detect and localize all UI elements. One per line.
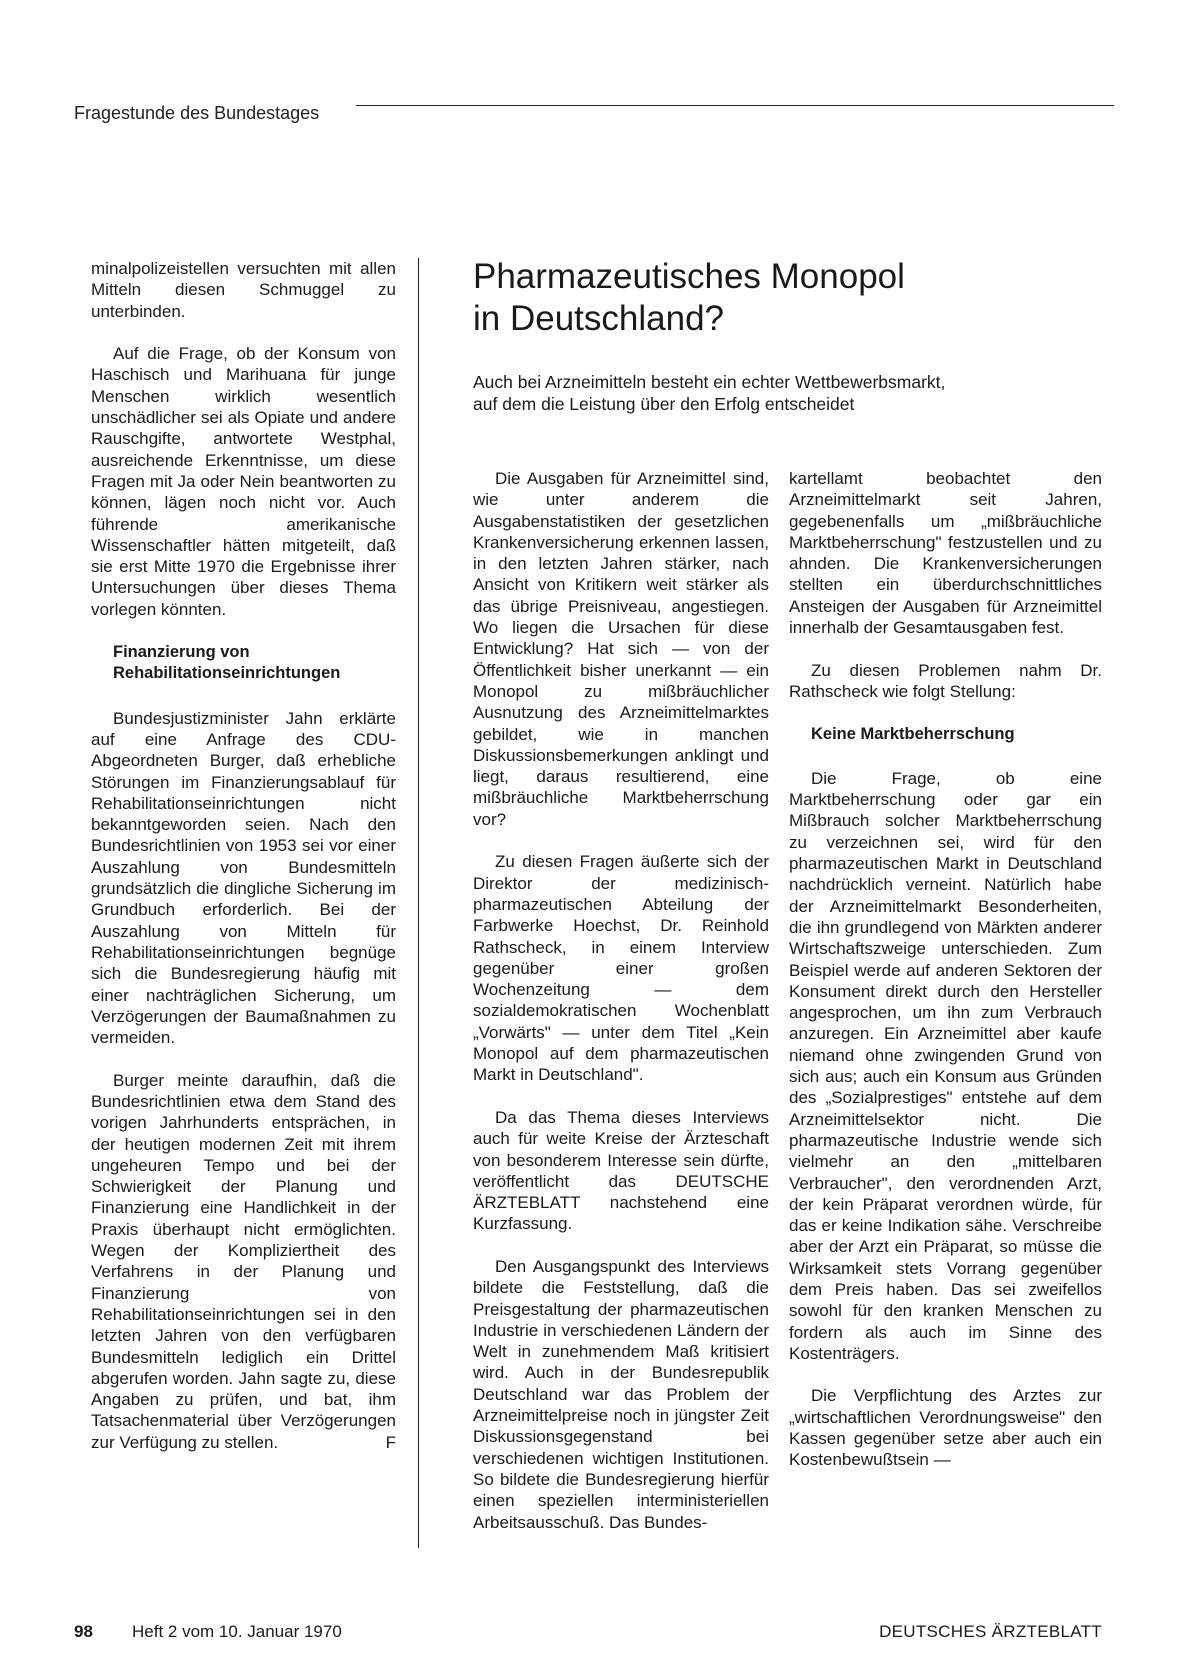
page-number: 98 xyxy=(74,1622,93,1641)
paragraph: Bundesjustizminister Jahn erklärte auf eine Anfrage des CDU-Abgeordneten Burger, daß erhebliche Störungen im Finanzierungsablauf für Rehabilitationseinrichtungen nicht bekanntgeworden seien. Nach den Bundesrichtlinien von 1953 sei vor einer Auszahlung von Bundesmitteln grundsätzlich die dingliche Sicherung im Grundbuch erforderlich. Bei der Auszahlung von Mitteln für Rehabilitationseinrichtungen begnüge sich die Bundesregierung häufig mit einer nachträglichen Sicherung, um Verzögerungen der Baumaßnahmen zu vermeiden. xyxy=(91,708,396,1048)
paragraph-with-signature xyxy=(91,1070,396,1453)
left-column xyxy=(91,258,396,1474)
subheading-line: Rehabilitationseinrichtungen xyxy=(113,664,341,683)
paragraph: Den Ausgangspunkt des Interviews bildete die Feststellung, daß die Preisgestaltung der pharmazeutischen Industrie in verschiedenen Ländern der Welt in zunehmendem Maß kritisiert wird. Auch in der Bundesrepublik Deutschland war das Problem der Arzneimittelpreise noch in jüngster Zeit Diskussionsgegenstand bei verschiedenen wichtigen Institutionen. So bildete die Bundesregierung hierfür einen speziellen interministeriellen Arbeitsausschuß. Das Bundes- xyxy=(473,1256,769,1532)
paragraph: Die Ausgaben für Arzneimittel sind, wie unter anderem die Ausgabenstatistiken der gesetzlichen Krankenversicherung erkennen lassen, in den letzten Jahren stärker, nach Ansicht von Kritikern weit stärker als das übrige Preisniveau, angestiegen. Wo liegen die Ursachen für diese Entwicklung? Hat sich — von der Öffentlichkeit bisher unerkannt — ein Monopol zu mißbräuchlicher Ausnutzung des Arzneimittelmarktes gebildet, wie in manchen Diskussionsbemerkungen anklingt und liegt, daraus resultierend, eine mißbräuchliche Marktbeherrschung vor? xyxy=(473,469,769,829)
subtitle-line: Auch bei Arzneimitteln besteht ein echter Wettbewerbsmarkt, xyxy=(473,372,946,392)
paragraph: Die Verpflichtung des Arztes zur „wirtschaftlichen Verordnungsweise" den Kassen gegenüber setze aber auch ein Kostenbewußtsein — xyxy=(789,1386,1102,1470)
paragraph: Zu diesen Fragen äußerte sich der Direktor der medizinisch-pharmazeutischen Abteilung der Farbwerke Hoechst, Dr. Reinhold Rathscheck, in einem Interview gegenüber einer großen Wochenzeitung — dem sozialdemokratischen Wochenblatt „Vorwärts" — unter dem Titel „Kein Monopol auf dem pharmazeutischen Markt in Deutschland". xyxy=(473,852,769,1085)
subheading-market: Keine Marktbeherrschung xyxy=(811,724,1015,743)
section-label: Fragestunde des Bundestages xyxy=(74,103,320,123)
subheading-financing xyxy=(113,642,396,685)
column-divider xyxy=(418,258,419,1548)
paragraph: Zu diesen Problemen nahm Dr. Rathscheck wie folgt Stellung: xyxy=(789,660,1102,701)
author-signature: F xyxy=(385,1432,396,1452)
title-line: Pharmazeutisches Monopol xyxy=(473,257,905,296)
subtitle-line: auf dem die Leistung über den Erfolg entscheidet xyxy=(473,393,855,414)
article-subtitle xyxy=(473,372,1113,415)
running-header xyxy=(74,101,1114,125)
middle-column xyxy=(473,468,769,1554)
paragraph: minalpolizeistellen versuchten mit allen Mitteln diesen Schmuggel zu unterbinden. xyxy=(91,259,396,321)
paragraph-text: Burger meinte daraufhin, daß die Bundesrichtlinien etwa dem Stand des vorigen Jahrhunderts entsprächen, in der heutigen modernen Zeit mit ihrem ungeheuren Tempo und bei der Schwierigkeit der Planung und Finanzierung eine Handlichkeit in der Praxis überhaupt nicht ermöglichten. Wegen der Kompliziertheit des Verfahrens in der Planung und Finanzierung von Rehabilitationseinrichtungen sei in den letzten Jahren von den verfügbaren Bundesmitteln lediglich ein Drittel abgerufen worden. Jahn sagte zu, diese Angaben zu prüfen, und bat, ihm Tatsachenmaterial über Verzögerungen zur Verfügung zu stellen. xyxy=(91,1070,396,1452)
issue-info: Heft 2 vom 10. Januar 1970 xyxy=(132,1622,342,1641)
right-column xyxy=(789,468,1102,1492)
paragraph: kartellamt beobachtet den Arzneimittelmarkt seit Jahren, gegebenenfalls um „mißbräuchliche Marktbeherrschung" festzustellen und zu ahnden. Die Krankenversicherungen stellten ein überdurchschnittliches Ansteigen der Ausgaben für Arzneimittel innerhalb der Gesamtausgaben fest. xyxy=(789,469,1102,638)
article-title xyxy=(473,256,1113,340)
title-line: in Deutschland? xyxy=(473,299,724,338)
subheading-line: Finanzierung von xyxy=(113,643,250,662)
journal-name: DEUTSCHES ÄRZTEBLATT xyxy=(879,1622,1102,1641)
paragraph: Auf die Frage, ob der Konsum von Haschisch und Marihuana für junge Menschen wirklich wesentlich unschädlicher sei als Opiate und andere Rauschgifte, antwortete Westphal, ausreichende Erkenntnisse, um diese Fragen mit Ja oder Nein beantworten zu können, lägen noch nicht vor. Auch führende amerikanische Wissenschaftler hätten mitgeteilt, daß sie erst Mitte 1970 die Ergebnisse ihrer Untersuchungen über dieses Thema vorlegen könnten. xyxy=(91,344,396,619)
paragraph: Die Frage, ob eine Marktbeherrschung oder gar ein Mißbrauch solcher Marktbeherrschung zu verzeichnen sei, wird für den pharmazeutischen Markt in Deutschland nachdrücklich verneint. Natürlich habe der Arzneimittelmarkt Besonderheiten, die ihn grundlegend von Märkten anderer Wirtschaftszweige unterschieden. Zum Beispiel werde auf anderen Sektoren der Konsument direkt durch den Hersteller angesprochen, um ihn zum Verbrauch anzuregen. Ein Arzneimittel aber kaufe niemand ohne zwingenden Grund von sich aus; auch ein Konsum aus Gründen des „Sozialprestiges" entstehe auf dem Arzneimittelsektor nicht. Die pharmazeutische Industrie wende sich vielmehr an den „mittelbaren Verbraucher", den verordnenden Arzt, der kein Präparat verordnen würde, für das er keine Indikation sähe. Verschreibe aber der Arzt ein Präparat, so müsse die Wirksamkeit stets Vorrang gegenüber dem Preis haben. Das sei zweifellos sowohl für den kranken Menschen zu fordern als auch im Sinne des Kostenträgers. xyxy=(789,768,1102,1363)
header-rule xyxy=(356,105,1114,106)
paragraph: Da das Thema dieses Interviews auch für weite Kreise der Ärzteschaft von besonderem Interesse sein dürfte, veröffentlicht das DEUTSCHE ÄRZTEBLATT nachstehend eine Kurzfassung. xyxy=(473,1107,769,1234)
